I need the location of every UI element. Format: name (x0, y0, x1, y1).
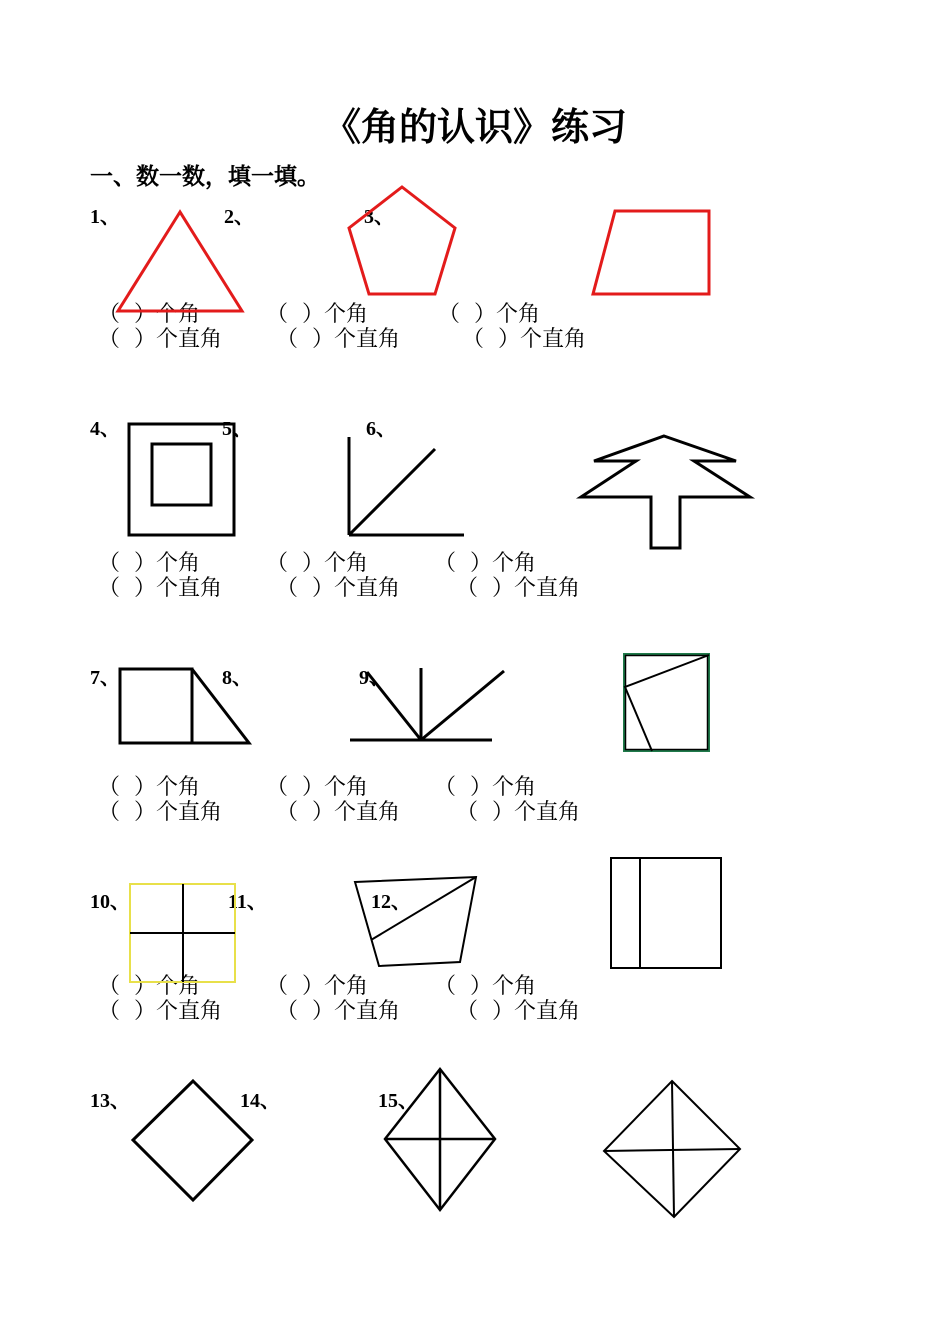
answer-angle-11[interactable]: （ ）个角 (266, 974, 368, 999)
figure-6-tree-shape (581, 436, 750, 548)
figure-9-square-with-triangle (624, 654, 709, 751)
answer-right-angle-7[interactable]: （ ）个直角 (98, 800, 222, 825)
answer-angle-4[interactable]: （ ）个角 (98, 551, 200, 576)
item-number-4: 4、 (90, 418, 120, 440)
answer-right-angle-12[interactable]: （ ）个直角 (456, 999, 580, 1024)
answer-angle-2[interactable]: （ ）个角 (266, 302, 368, 327)
answer-right-angle-4[interactable]: （ ）个直角 (98, 576, 222, 601)
answer-angle-10[interactable]: （ ）个角 (98, 974, 200, 999)
answer-angle-8[interactable]: （ ）个角 (266, 775, 368, 800)
answer-angle-6[interactable]: （ ）个角 (434, 551, 536, 576)
figure-7-square-and-triangle (120, 669, 249, 743)
answer-right-angle-6[interactable]: （ ）个直角 (456, 576, 580, 601)
item-number-8: 8、 (222, 667, 252, 689)
figure-14-kite-with-diagonals (385, 1069, 495, 1210)
item-number-13: 13、 (90, 1090, 130, 1112)
figure-1-triangle (118, 212, 242, 311)
item-number-9: 9、 (359, 667, 389, 689)
answer-angle-5[interactable]: （ ）个角 (266, 551, 368, 576)
item-number-14: 14、 (240, 1090, 280, 1112)
figure-8-fan-angles (350, 668, 504, 740)
item-number-5: 5、 (222, 418, 252, 440)
figure-4-nested-squares (129, 424, 234, 535)
answer-right-angle-1[interactable]: （ ）个直角 (98, 327, 222, 352)
figure-5-angle-rays (349, 437, 464, 535)
answer-right-angle-5[interactable]: （ ）个直角 (276, 576, 400, 601)
figure-2-pentagon (349, 187, 455, 294)
item-number-2: 2、 (224, 206, 254, 228)
figure-12-divided-rectangle (611, 858, 721, 968)
figure-13-diamond (133, 1081, 252, 1200)
figure-3-trapezoid (593, 211, 709, 294)
figure-11-quadrilateral-with-diagonal (355, 877, 476, 966)
item-number-1: 1、 (90, 206, 120, 228)
figure-15-diamond-with-diagonals (604, 1081, 740, 1217)
item-number-12: 12、 (371, 891, 411, 913)
answer-angle-3[interactable]: （ ）个角 (438, 302, 540, 327)
answer-right-angle-2[interactable]: （ ）个直角 (276, 327, 400, 352)
answer-right-angle-9[interactable]: （ ）个直角 (456, 800, 580, 825)
section-heading: 一、数一数，填一填。 (90, 164, 320, 190)
answer-angle-12[interactable]: （ ）个角 (434, 974, 536, 999)
item-number-10: 10、 (90, 891, 130, 913)
worksheet-title: 《角的认识》练习 (322, 105, 627, 149)
item-number-15: 15、 (378, 1090, 418, 1112)
answer-angle-1[interactable]: （ ）个角 (98, 302, 200, 327)
item-number-7: 7、 (90, 667, 120, 689)
item-number-6: 6、 (366, 418, 396, 440)
item-number-11: 11、 (228, 891, 267, 913)
answer-right-angle-3[interactable]: （ ）个直角 (462, 327, 586, 352)
answer-right-angle-11[interactable]: （ ）个直角 (276, 999, 400, 1024)
answer-angle-7[interactable]: （ ）个角 (98, 775, 200, 800)
answer-angle-9[interactable]: （ ）个角 (434, 775, 536, 800)
answer-right-angle-10[interactable]: （ ）个直角 (98, 999, 222, 1024)
answer-right-angle-8[interactable]: （ ）个直角 (276, 800, 400, 825)
item-number-3: 3、 (364, 206, 394, 228)
figure-10-grid-square (130, 884, 235, 982)
